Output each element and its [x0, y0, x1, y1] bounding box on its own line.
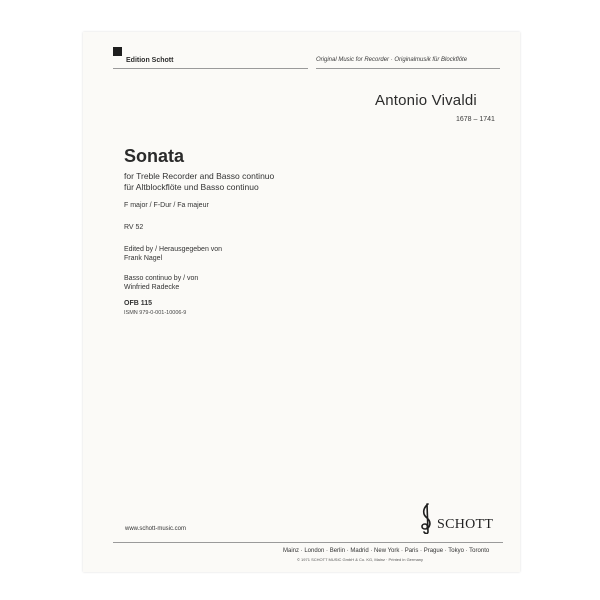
publisher-label: Edition Schott: [126, 57, 174, 64]
header-divider-right: [316, 68, 500, 69]
instrumentation-english: for Treble Recorder and Basso continuo: [124, 171, 275, 181]
edition-number: OFB 115: [124, 300, 153, 307]
series-label: Original Music for Recorder · Originalmusik für Blockflöte: [316, 57, 468, 63]
catalog-number: RV 52: [124, 224, 144, 231]
header-divider-left: [113, 68, 308, 69]
footer-divider: [113, 542, 503, 543]
schott-logo-text: SCHOTT: [437, 517, 494, 532]
work-title: Sonata: [124, 146, 185, 166]
continuo-editor-name: Winfried Radecke: [124, 284, 180, 291]
edited-by-label: Edited by / Herausgegeben von: [124, 246, 223, 253]
instrumentation-german: für Altblockflöte und Basso continuo: [124, 182, 259, 192]
treble-clef-icon: [417, 502, 437, 534]
key-label: F major / F-Dur / Fa majeur: [124, 202, 209, 209]
composer-dates: 1678 – 1741: [456, 116, 495, 123]
publisher-cities: Mainz · London · Berlin · Madrid · New York · Paris · Prague · Tokyo · Toronto: [283, 548, 490, 554]
copyright-notice: © 1971 SCHOTT MUSIC GmbH & Co. KG, Mainz · Printed in Germany: [297, 557, 424, 562]
ismn-number: ISMN 979-0-001-10006-9: [124, 310, 187, 316]
composer-name: Antonio Vivaldi: [375, 92, 477, 109]
editor-name: Frank Nagel: [124, 255, 163, 262]
continuo-by-label: Basso continuo by / von: [124, 275, 199, 282]
edition-logo-square: [113, 47, 122, 56]
website-link[interactable]: www.schott-music.com: [125, 526, 187, 532]
